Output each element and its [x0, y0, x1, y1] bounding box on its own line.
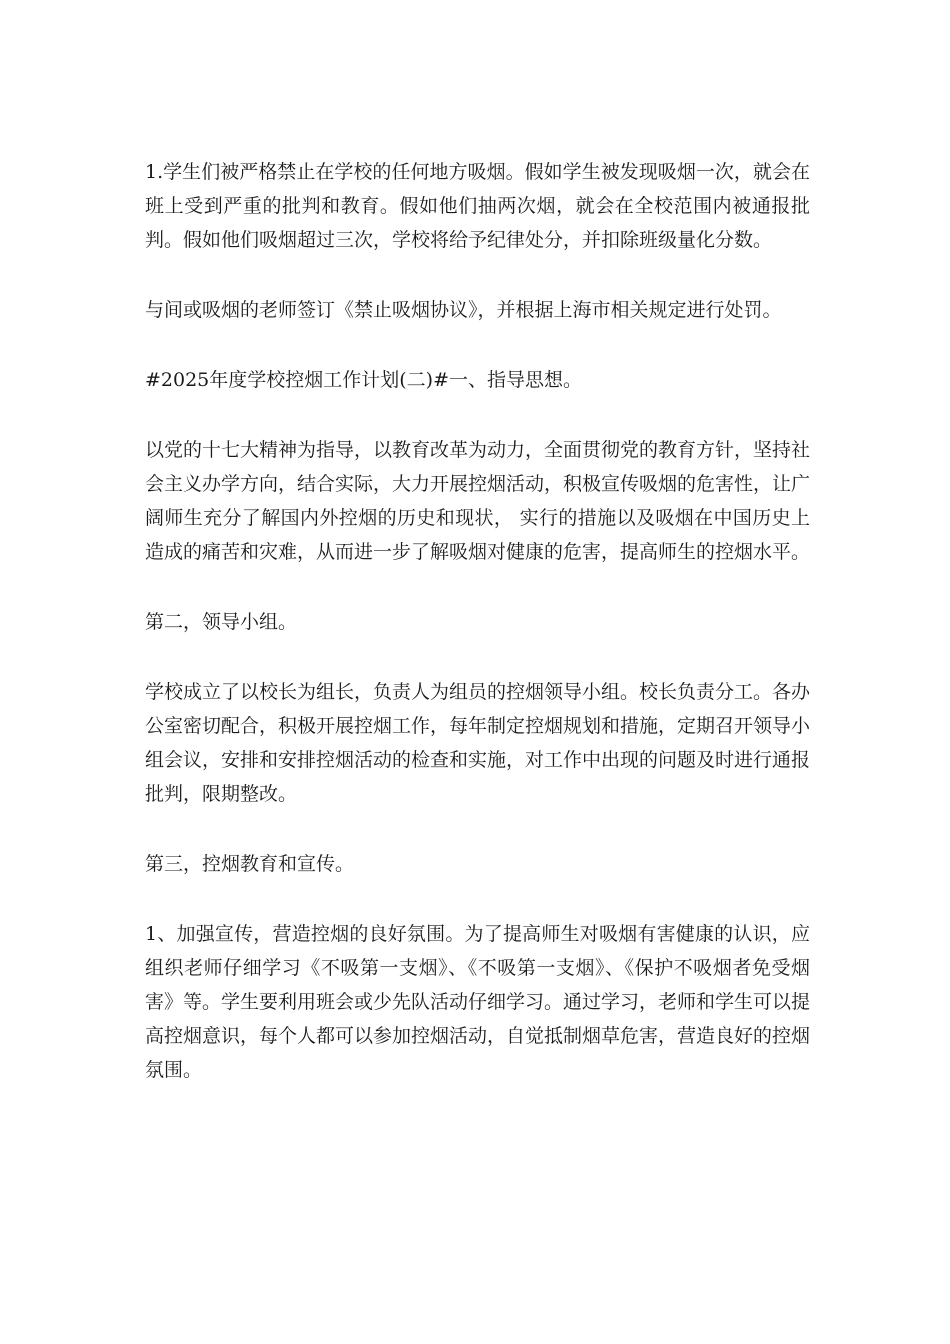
- paragraph-teacher-agreement: 与间或吸烟的老师签订《禁止吸烟协议》，并根据上海市相关规定进行处罚。: [145, 299, 782, 321]
- document-body: [145, 155, 810, 1123]
- paragraph-student-smoking-rules: 1.学生们被严格禁止在学校的任何地方吸烟。假如学生被发现吸烟一次，就会在班上受到严重的批判和教育。假如他们抽两次烟，就会在全校范围内被通报批判。假如他们吸烟超过三次，学校将给予纪律处分，并扣除班级量化分数。: [145, 161, 810, 251]
- section-heading-leadership-group: 第二，领导小组。: [145, 611, 298, 633]
- section-heading-guiding-ideology: #2025年度学校控烟工作计划(二)#一、指导思想。: [145, 369, 583, 391]
- paragraph-publicity: 1、加强宣传，营造控烟的良好氛围。为了提高师生对吸烟有害健康的认识，应组织老师仔细学习《不吸第一支烟》、《不吸第一支烟》、《保护不吸烟者免受烟害》等。学生要利用班会或少先队活动仔细学习。通过学习，老师和学生可以提高控烟意识，每个人都可以参加控烟活动，自觉抵制烟草危害，营造良好的控烟氛围。: [145, 923, 811, 1081]
- section-heading-education-publicity: 第三，控烟教育和宣传。: [145, 853, 355, 875]
- paragraph-guiding-ideology: 以党的十七大精神为指导，以教育改革为动力，全面贯彻党的教育方针，坚持社会主义办学方向，结合实际，大力开展控烟活动，积极宣传吸烟的危害性，让广阔师生充分了解国内外控烟的历史和现状， 实行的措施以及吸烟在中国历史上造成的痛苦和灾难，从而进一步了解吸烟对健康的危害，提高师生的控烟水平。: [145, 439, 811, 563]
- paragraph-leadership-group: 学校成立了以校长为组长，负责人为组员的控烟领导小组。校长负责分工。各办公室密切配合，积极开展控烟工作，每年制定控烟规划和措施，定期召开领导小组会议，安排和安排控烟活动的检查和实施，对工作中出现的问题及时进行通报批判，限期整改。: [145, 681, 811, 805]
